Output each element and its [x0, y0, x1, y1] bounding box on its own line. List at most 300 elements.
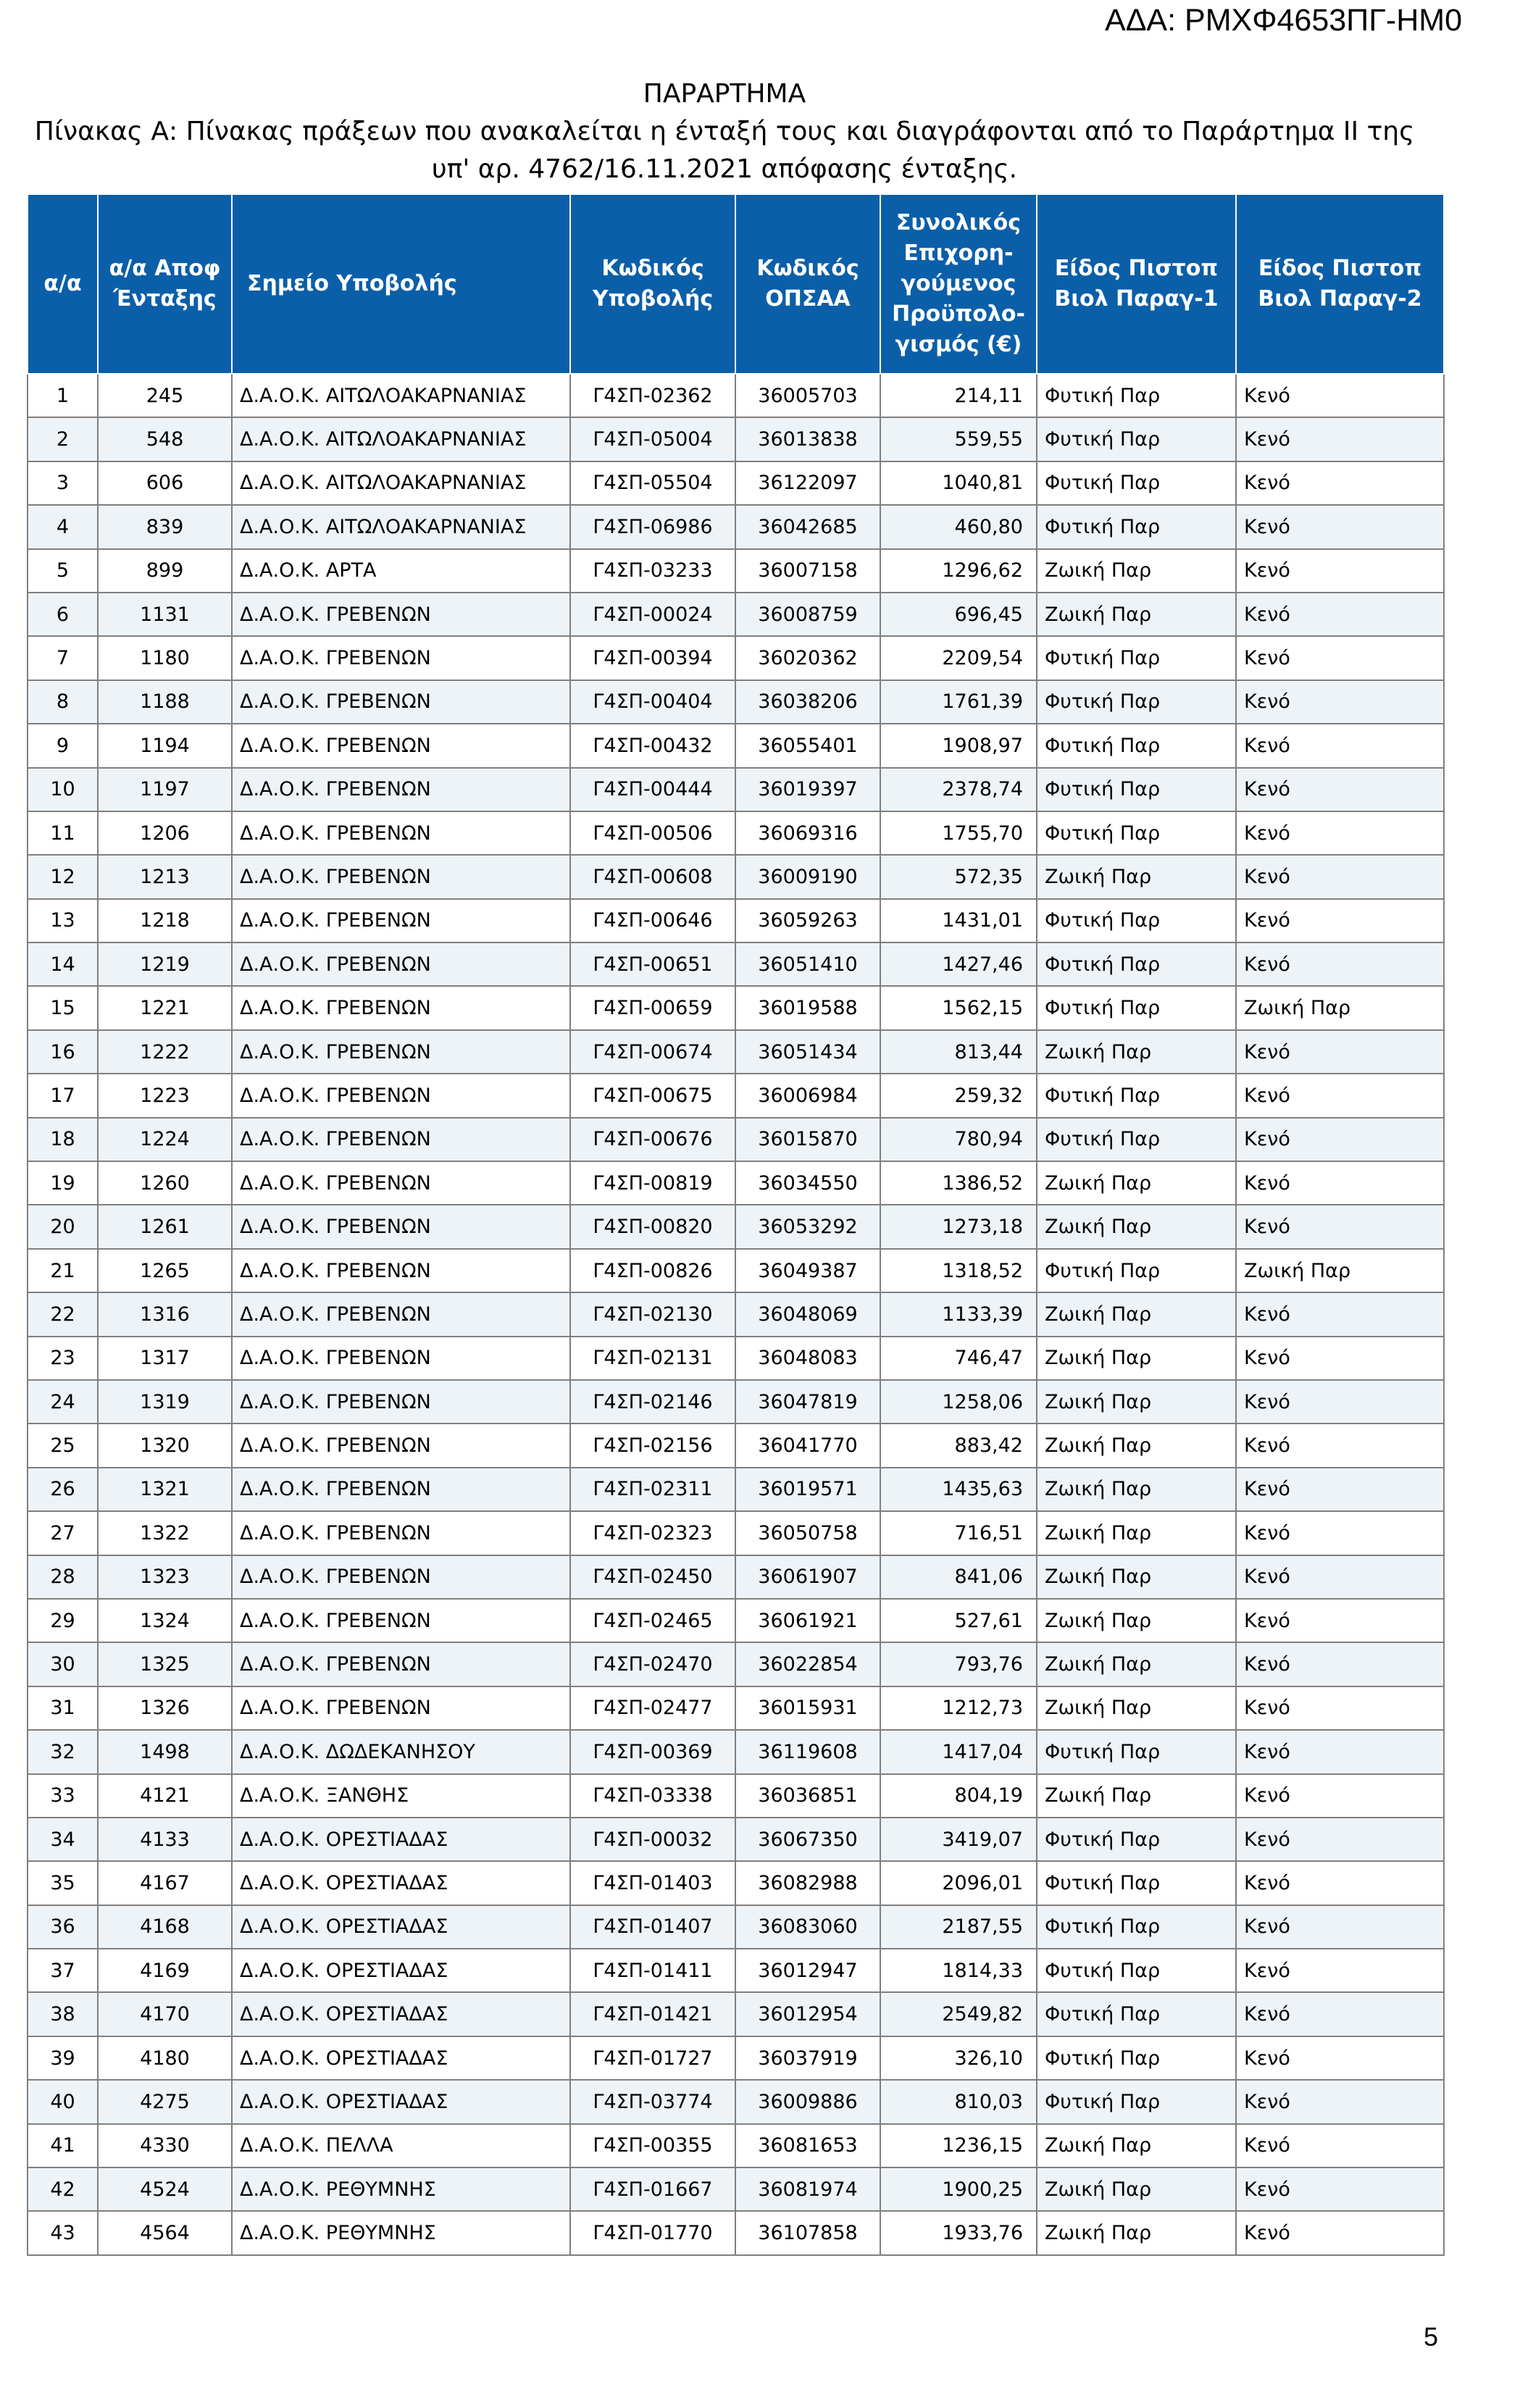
- cell-opsaa-code: 36034550: [735, 1161, 880, 1205]
- cell-cert-type-1: Ζωική Παρ: [1037, 1161, 1236, 1205]
- cell-cert-type-2: Κενό: [1236, 1992, 1444, 2036]
- cell-aa: 21: [28, 1249, 98, 1292]
- cell-decision-aa: 1265: [98, 1249, 232, 1292]
- cell-submission-point: Δ.Α.Ο.Κ. ΓΡΕΒΕΝΩΝ: [232, 636, 570, 680]
- table-row: [28, 680, 1444, 724]
- cell-opsaa-code: 36041770: [735, 1424, 880, 1467]
- cell-submission-code: Γ4ΣΠ-00820: [570, 1205, 735, 1248]
- cell-budget: 326,10: [880, 2036, 1037, 2080]
- cell-aa: 33: [28, 1774, 98, 1818]
- table-row: [28, 855, 1444, 898]
- cell-cert-type-1: Ζωική Παρ: [1037, 1337, 1236, 1380]
- cell-decision-aa: 1324: [98, 1599, 232, 1642]
- cell-opsaa-code: 36048083: [735, 1337, 880, 1380]
- table-row: [28, 1861, 1444, 1905]
- cell-cert-type-2: Κενό: [1236, 1468, 1444, 1511]
- table-row: [28, 986, 1444, 1029]
- table-row: [28, 1686, 1444, 1730]
- cell-budget: 1761,39: [880, 680, 1037, 724]
- cell-submission-code: Γ4ΣΠ-00819: [570, 1161, 735, 1205]
- table-row: [28, 1205, 1444, 1248]
- cell-budget: 2209,54: [880, 636, 1037, 680]
- cell-cert-type-1: Φυτική Παρ: [1037, 2080, 1236, 2123]
- cell-aa: 28: [28, 1555, 98, 1599]
- cell-submission-code: Γ4ΣΠ-00432: [570, 724, 735, 767]
- cell-opsaa-code: 36015870: [735, 1118, 880, 1161]
- cell-aa: 35: [28, 1861, 98, 1905]
- cell-aa: 18: [28, 1118, 98, 1161]
- cell-submission-point: Δ.Α.Ο.Κ. ΓΡΕΒΕΝΩΝ: [232, 1337, 570, 1380]
- cell-aa: 17: [28, 1074, 98, 1117]
- cell-cert-type-2: Κενό: [1236, 1599, 1444, 1642]
- cell-cert-type-1: Φυτική Παρ: [1037, 680, 1236, 724]
- header-aa: α/α: [28, 194, 98, 374]
- cell-aa: 31: [28, 1686, 98, 1730]
- cell-submission-point: Δ.Α.Ο.Κ. ΓΡΕΒΕΝΩΝ: [232, 855, 570, 898]
- cell-aa: 4: [28, 505, 98, 548]
- cell-aa: 8: [28, 680, 98, 724]
- table-row: [28, 768, 1444, 811]
- cell-aa: 22: [28, 1292, 98, 1336]
- table-row: [28, 899, 1444, 942]
- revoked-actions-table: [27, 193, 1445, 2256]
- table-row: [28, 549, 1444, 593]
- cell-submission-code: Γ4ΣΠ-02477: [570, 1686, 735, 1730]
- table-row: [28, 1818, 1444, 1861]
- cell-cert-type-1: Φυτική Παρ: [1037, 374, 1236, 417]
- cell-cert-type-2: Κενό: [1236, 417, 1444, 461]
- cell-submission-point: Δ.Α.Ο.Κ. ΓΡΕΒΕΝΩΝ: [232, 1074, 570, 1117]
- cell-budget: 1435,63: [880, 1468, 1037, 1511]
- cell-aa: 7: [28, 636, 98, 680]
- cell-aa: 11: [28, 811, 98, 855]
- cell-submission-point: Δ.Α.Ο.Κ. ΓΡΕΒΕΝΩΝ: [232, 942, 570, 986]
- cell-cert-type-2: Κενό: [1236, 1555, 1444, 1599]
- header-decision-aa: α/α Αποφ Ένταξης: [98, 194, 232, 374]
- table-row: [28, 1030, 1444, 1074]
- cell-submission-code: Γ4ΣΠ-02470: [570, 1642, 735, 1686]
- table-row: [28, 1074, 1444, 1117]
- table-row: [28, 505, 1444, 548]
- cell-submission-code: Γ4ΣΠ-00032: [570, 1818, 735, 1861]
- table-row: [28, 1161, 1444, 1205]
- cell-submission-code: Γ4ΣΠ-00826: [570, 1249, 735, 1292]
- cell-decision-aa: 1197: [98, 768, 232, 811]
- cell-opsaa-code: 36037919: [735, 2036, 880, 2080]
- cell-submission-point: Δ.Α.Ο.Κ. ΓΡΕΒΕΝΩΝ: [232, 986, 570, 1029]
- table-caption: Πίνακας Α: Πίνακας πράξεων που ανακαλείται η ένταξή τους και διαγράφονται από το Παράρτημα ΙΙ της: [34, 117, 1415, 146]
- cell-decision-aa: 606: [98, 461, 232, 505]
- cell-decision-aa: 1323: [98, 1555, 232, 1599]
- cell-submission-point: Δ.Α.Ο.Κ. ΓΡΕΒΕΝΩΝ: [232, 1468, 570, 1511]
- cell-budget: 813,44: [880, 1030, 1037, 1074]
- cell-submission-point: Δ.Α.Ο.Κ. ΟΡΕΣΤΙΑΔΑΣ: [232, 1905, 570, 1949]
- cell-submission-point: Δ.Α.Ο.Κ. ΟΡΕΣΤΙΑΔΑΣ: [232, 2080, 570, 2123]
- cell-opsaa-code: 36059263: [735, 899, 880, 942]
- cell-aa: 27: [28, 1511, 98, 1555]
- cell-submission-point: Δ.Α.Ο.Κ. ΓΡΕΒΕΝΩΝ: [232, 1205, 570, 1248]
- cell-budget: 1431,01: [880, 899, 1037, 942]
- table-row: [28, 1949, 1444, 1992]
- cell-submission-point: Δ.Α.Ο.Κ. ΑΙΤΩΛΟΑΚΑΡΝΑΝΙΑΣ: [232, 417, 570, 461]
- cell-submission-point: Δ.Α.Ο.Κ. ΓΡΕΒΕΝΩΝ: [232, 1380, 570, 1424]
- table-row: [28, 1774, 1444, 1818]
- cell-submission-point: Δ.Α.Ο.Κ. ΓΡΕΒΕΝΩΝ: [232, 1511, 570, 1555]
- cell-budget: 1908,97: [880, 724, 1037, 767]
- cell-submission-code: Γ4ΣΠ-00355: [570, 2124, 735, 2167]
- cell-submission-point: Δ.Α.Ο.Κ. ΠΕΛΛΑ: [232, 2124, 570, 2167]
- cell-cert-type-1: Ζωική Παρ: [1037, 1686, 1236, 1730]
- cell-submission-code: Γ4ΣΠ-00404: [570, 680, 735, 724]
- cell-opsaa-code: 36049387: [735, 1249, 880, 1292]
- cell-opsaa-code: 36048069: [735, 1292, 880, 1336]
- cell-submission-code: Γ4ΣΠ-01411: [570, 1949, 735, 1992]
- cell-opsaa-code: 36067350: [735, 1818, 880, 1861]
- cell-submission-point: Δ.Α.Ο.Κ. ΞΑΝΘΗΣ: [232, 1774, 570, 1818]
- cell-decision-aa: 1325: [98, 1642, 232, 1686]
- cell-aa: 5: [28, 549, 98, 593]
- cell-budget: 696,45: [880, 593, 1037, 636]
- cell-cert-type-1: Ζωική Παρ: [1037, 855, 1236, 898]
- cell-decision-aa: 4167: [98, 1861, 232, 1905]
- cell-opsaa-code: 36007158: [735, 549, 880, 593]
- cell-submission-code: Γ4ΣΠ-00675: [570, 1074, 735, 1117]
- cell-opsaa-code: 36047819: [735, 1380, 880, 1424]
- cell-submission-code: Γ4ΣΠ-01770: [570, 2211, 735, 2254]
- cell-submission-point: Δ.Α.Ο.Κ. ΓΡΕΒΕΝΩΝ: [232, 1424, 570, 1467]
- cell-submission-point: Δ.Α.Ο.Κ. ΓΡΕΒΕΝΩΝ: [232, 1599, 570, 1642]
- cell-aa: 14: [28, 942, 98, 986]
- cell-cert-type-1: Φυτική Παρ: [1037, 1118, 1236, 1161]
- cell-submission-code: Γ4ΣΠ-00506: [570, 811, 735, 855]
- table-row: [28, 1511, 1444, 1555]
- cell-submission-code: Γ4ΣΠ-01421: [570, 1992, 735, 2036]
- cell-cert-type-1: Φυτική Παρ: [1037, 811, 1236, 855]
- cell-aa: 15: [28, 986, 98, 1029]
- cell-opsaa-code: 36051410: [735, 942, 880, 986]
- cell-aa: 19: [28, 1161, 98, 1205]
- cell-cert-type-1: Ζωική Παρ: [1037, 2124, 1236, 2167]
- cell-cert-type-1: Φυτική Παρ: [1037, 1905, 1236, 1949]
- cell-submission-code: Γ4ΣΠ-02362: [570, 374, 735, 417]
- cell-submission-point: Δ.Α.Ο.Κ. ΡΕΘΥΜΝΗΣ: [232, 2167, 570, 2211]
- cell-budget: 746,47: [880, 1337, 1037, 1380]
- table-row: [28, 1118, 1444, 1161]
- cell-decision-aa: 4180: [98, 2036, 232, 2080]
- cell-opsaa-code: 36009886: [735, 2080, 880, 2123]
- table-row: [28, 1292, 1444, 1336]
- cell-cert-type-1: Ζωική Παρ: [1037, 1468, 1236, 1511]
- cell-budget: 1236,15: [880, 2124, 1037, 2167]
- cell-budget: 1933,76: [880, 2211, 1037, 2254]
- cell-cert-type-1: Φυτική Παρ: [1037, 1730, 1236, 1773]
- cell-decision-aa: 4564: [98, 2211, 232, 2254]
- cell-decision-aa: 4330: [98, 2124, 232, 2167]
- cell-aa: 32: [28, 1730, 98, 1773]
- cell-decision-aa: 1222: [98, 1030, 232, 1074]
- cell-submission-point: Δ.Α.Ο.Κ. ΟΡΕΣΤΙΑΔΑΣ: [232, 1992, 570, 2036]
- cell-cert-type-2: Κενό: [1236, 1074, 1444, 1117]
- cell-submission-code: Γ4ΣΠ-00394: [570, 636, 735, 680]
- cell-aa: 2: [28, 417, 98, 461]
- cell-cert-type-2: Κενό: [1236, 1337, 1444, 1380]
- cell-cert-type-2: Κενό: [1236, 1861, 1444, 1905]
- cell-submission-point: Δ.Α.Ο.Κ. ΑΙΤΩΛΟΑΚΑΡΝΑΝΙΑΣ: [232, 374, 570, 417]
- cell-decision-aa: 1322: [98, 1511, 232, 1555]
- cell-budget: 841,06: [880, 1555, 1037, 1599]
- cell-submission-point: Δ.Α.Ο.Κ. ΓΡΕΒΕΝΩΝ: [232, 593, 570, 636]
- cell-submission-code: Γ4ΣΠ-05504: [570, 461, 735, 505]
- cell-cert-type-1: Φυτική Παρ: [1037, 1074, 1236, 1117]
- cell-cert-type-2: Κενό: [1236, 1380, 1444, 1424]
- cell-budget: 572,35: [880, 855, 1037, 898]
- cell-submission-code: Γ4ΣΠ-00369: [570, 1730, 735, 1773]
- cell-submission-point: Δ.Α.Ο.Κ. ΓΡΕΒΕΝΩΝ: [232, 1686, 570, 1730]
- cell-opsaa-code: 36055401: [735, 724, 880, 767]
- cell-opsaa-code: 36082988: [735, 1861, 880, 1905]
- cell-submission-point: Δ.Α.Ο.Κ. ΓΡΕΒΕΝΩΝ: [232, 1249, 570, 1292]
- cell-submission-point: Δ.Α.Ο.Κ. ΟΡΕΣΤΙΑΔΑΣ: [232, 1861, 570, 1905]
- cell-decision-aa: 4275: [98, 2080, 232, 2123]
- cell-budget: 2378,74: [880, 768, 1037, 811]
- cell-opsaa-code: 36119608: [735, 1730, 880, 1773]
- cell-decision-aa: 1260: [98, 1161, 232, 1205]
- cell-cert-type-2: Κενό: [1236, 636, 1444, 680]
- cell-aa: 1: [28, 374, 98, 417]
- cell-submission-point: Δ.Α.Ο.Κ. ΟΡΕΣΤΙΑΔΑΣ: [232, 1949, 570, 1992]
- cell-submission-code: Γ4ΣΠ-00444: [570, 768, 735, 811]
- cell-decision-aa: 4169: [98, 1949, 232, 1992]
- cell-aa: 13: [28, 899, 98, 942]
- cell-cert-type-2: Κενό: [1236, 1774, 1444, 1818]
- title-block: [0, 75, 1449, 188]
- cell-opsaa-code: 36013838: [735, 417, 880, 461]
- cell-budget: 1814,33: [880, 1949, 1037, 1992]
- cell-aa: 36: [28, 1905, 98, 1949]
- cell-opsaa-code: 36012947: [735, 1949, 880, 1992]
- cell-submission-code: Γ4ΣΠ-00024: [570, 593, 735, 636]
- cell-cert-type-2: Κενό: [1236, 1642, 1444, 1686]
- cell-opsaa-code: 36083060: [735, 1905, 880, 1949]
- header-opsaa-code: Κωδικός ΟΠΣΑΑ: [735, 194, 880, 374]
- cell-budget: 259,32: [880, 1074, 1037, 1117]
- cell-cert-type-2: Κενό: [1236, 1686, 1444, 1730]
- cell-budget: 1755,70: [880, 811, 1037, 855]
- cell-submission-point: Δ.Α.Ο.Κ. ΓΡΕΒΕΝΩΝ: [232, 1292, 570, 1336]
- table-row: [28, 1599, 1444, 1642]
- cell-budget: 1318,52: [880, 1249, 1037, 1292]
- cell-submission-code: Γ4ΣΠ-02450: [570, 1555, 735, 1599]
- header-submission-point: Σημείο Υποβολής: [232, 194, 570, 374]
- cell-budget: 1133,39: [880, 1292, 1037, 1336]
- cell-opsaa-code: 36019397: [735, 768, 880, 811]
- cell-budget: 1296,62: [880, 549, 1037, 593]
- table-caption-continued: υπ' αρ. 4762/16.11.2021 απόφασης ένταξης.: [431, 154, 1018, 184]
- cell-submission-code: Γ4ΣΠ-03338: [570, 1774, 735, 1818]
- cell-decision-aa: 1218: [98, 899, 232, 942]
- cell-opsaa-code: 36053292: [735, 1205, 880, 1248]
- cell-cert-type-1: Ζωική Παρ: [1037, 1642, 1236, 1686]
- cell-submission-code: Γ4ΣΠ-00676: [570, 1118, 735, 1161]
- cell-submission-code: Γ4ΣΠ-02156: [570, 1424, 735, 1467]
- cell-opsaa-code: 36081653: [735, 2124, 880, 2167]
- cell-budget: 527,61: [880, 1599, 1037, 1642]
- cell-aa: 30: [28, 1642, 98, 1686]
- cell-aa: 26: [28, 1468, 98, 1511]
- cell-aa: 10: [28, 768, 98, 811]
- cell-aa: 20: [28, 1205, 98, 1248]
- cell-submission-point: Δ.Α.Ο.Κ. ΓΡΕΒΕΝΩΝ: [232, 1118, 570, 1161]
- cell-cert-type-1: Ζωική Παρ: [1037, 2211, 1236, 2254]
- cell-aa: 23: [28, 1337, 98, 1380]
- cell-submission-code: Γ4ΣΠ-00646: [570, 899, 735, 942]
- cell-decision-aa: 1224: [98, 1118, 232, 1161]
- cell-submission-point: Δ.Α.Ο.Κ. ΓΡΕΒΕΝΩΝ: [232, 724, 570, 767]
- cell-submission-code: Γ4ΣΠ-00651: [570, 942, 735, 986]
- cell-submission-code: Γ4ΣΠ-02323: [570, 1511, 735, 1555]
- cell-cert-type-2: Κενό: [1236, 461, 1444, 505]
- cell-cert-type-2: Κενό: [1236, 1118, 1444, 1161]
- cell-cert-type-2: Κενό: [1236, 680, 1444, 724]
- cell-opsaa-code: 36122097: [735, 461, 880, 505]
- cell-submission-code: Γ4ΣΠ-00674: [570, 1030, 735, 1074]
- cell-submission-point: Δ.Α.Ο.Κ. ΓΡΕΒΕΝΩΝ: [232, 811, 570, 855]
- cell-opsaa-code: 36008759: [735, 593, 880, 636]
- cell-opsaa-code: 36019588: [735, 986, 880, 1029]
- cell-budget: 1562,15: [880, 986, 1037, 1029]
- cell-cert-type-1: Ζωική Παρ: [1037, 2167, 1236, 2211]
- cell-opsaa-code: 36042685: [735, 505, 880, 548]
- cell-submission-point: Δ.Α.Ο.Κ. ΓΡΕΒΕΝΩΝ: [232, 768, 570, 811]
- cell-cert-type-2: Κενό: [1236, 1511, 1444, 1555]
- cell-submission-code: Γ4ΣΠ-01667: [570, 2167, 735, 2211]
- table-row: [28, 1905, 1444, 1949]
- cell-cert-type-2: Κενό: [1236, 899, 1444, 942]
- cell-cert-type-1: Φυτική Παρ: [1037, 1992, 1236, 2036]
- cell-decision-aa: 1320: [98, 1424, 232, 1467]
- cell-cert-type-1: Ζωική Παρ: [1037, 1380, 1236, 1424]
- cell-cert-type-2: Κενό: [1236, 2036, 1444, 2080]
- table-row: [28, 417, 1444, 461]
- cell-cert-type-1: Φυτική Παρ: [1037, 417, 1236, 461]
- cell-budget: 2549,82: [880, 1992, 1037, 2036]
- cell-budget: 780,94: [880, 1118, 1037, 1161]
- table-row: [28, 593, 1444, 636]
- cell-decision-aa: 1221: [98, 986, 232, 1029]
- cell-decision-aa: 1498: [98, 1730, 232, 1773]
- table-row: [28, 724, 1444, 767]
- cell-submission-point: Δ.Α.Ο.Κ. ΓΡΕΒΕΝΩΝ: [232, 1555, 570, 1599]
- cell-cert-type-1: Ζωική Παρ: [1037, 1774, 1236, 1818]
- cell-decision-aa: 1316: [98, 1292, 232, 1336]
- cell-aa: 6: [28, 593, 98, 636]
- cell-budget: 1212,73: [880, 1686, 1037, 1730]
- cell-opsaa-code: 36061921: [735, 1599, 880, 1642]
- table-row: [28, 942, 1444, 986]
- cell-budget: 214,11: [880, 374, 1037, 417]
- cell-cert-type-2: Κενό: [1236, 1205, 1444, 1248]
- cell-submission-code: Γ4ΣΠ-00608: [570, 855, 735, 898]
- cell-budget: 1273,18: [880, 1205, 1037, 1248]
- cell-cert-type-2: Κενό: [1236, 1730, 1444, 1773]
- cell-submission-code: Γ4ΣΠ-02131: [570, 1337, 735, 1380]
- cell-decision-aa: 1317: [98, 1337, 232, 1380]
- cell-submission-point: Δ.Α.Ο.Κ. ΑΡΤΑ: [232, 549, 570, 593]
- cell-cert-type-2: Κενό: [1236, 724, 1444, 767]
- cell-opsaa-code: 36038206: [735, 680, 880, 724]
- cell-cert-type-2: Κενό: [1236, 505, 1444, 548]
- cell-opsaa-code: 36022854: [735, 1642, 880, 1686]
- cell-decision-aa: 1219: [98, 942, 232, 986]
- cell-budget: 3419,07: [880, 1818, 1037, 1861]
- cell-submission-code: Γ4ΣΠ-01407: [570, 1905, 735, 1949]
- cell-cert-type-1: Ζωική Παρ: [1037, 1205, 1236, 1248]
- cell-aa: 9: [28, 724, 98, 767]
- table-row: [28, 2211, 1444, 2254]
- cell-budget: 1417,04: [880, 1730, 1037, 1773]
- cell-cert-type-2: Κενό: [1236, 1905, 1444, 1949]
- table-row: [28, 636, 1444, 680]
- table-row: [28, 461, 1444, 505]
- cell-cert-type-1: Φυτική Παρ: [1037, 942, 1236, 986]
- cell-opsaa-code: 36019571: [735, 1468, 880, 1511]
- table-header-row: [28, 194, 1444, 374]
- cell-decision-aa: 4168: [98, 1905, 232, 1949]
- cell-cert-type-2: Κενό: [1236, 768, 1444, 811]
- cell-cert-type-1: Φυτική Παρ: [1037, 461, 1236, 505]
- cell-aa: 42: [28, 2167, 98, 2211]
- cell-cert-type-2: Κενό: [1236, 1292, 1444, 1336]
- cell-budget: 460,80: [880, 505, 1037, 548]
- cell-decision-aa: 4524: [98, 2167, 232, 2211]
- cell-opsaa-code: 36050758: [735, 1511, 880, 1555]
- cell-submission-code: Γ4ΣΠ-03774: [570, 2080, 735, 2123]
- cell-aa: 3: [28, 461, 98, 505]
- cell-cert-type-1: Ζωική Παρ: [1037, 1030, 1236, 1074]
- header-cert-type-1: Είδος Πιστοπ Βιολ Παραγ-1: [1037, 194, 1236, 374]
- cell-cert-type-1: Ζωική Παρ: [1037, 1599, 1236, 1642]
- table-row: [28, 2167, 1444, 2211]
- cell-decision-aa: 548: [98, 417, 232, 461]
- header-budget: Συνολικός Επιχορη-γούμενος Προϋπολο-γισμός (€): [880, 194, 1037, 374]
- cell-submission-point: Δ.Α.Ο.Κ. ΔΩΔΕΚΑΝΗΣΟΥ: [232, 1730, 570, 1773]
- cell-opsaa-code: 36081974: [735, 2167, 880, 2211]
- cell-cert-type-2: Ζωική Παρ: [1236, 986, 1444, 1029]
- cell-cert-type-1: Φυτική Παρ: [1037, 724, 1236, 767]
- cell-cert-type-2: Κενό: [1236, 1424, 1444, 1467]
- cell-cert-type-1: Φυτική Παρ: [1037, 1818, 1236, 1861]
- cell-aa: 41: [28, 2124, 98, 2167]
- cell-cert-type-1: Ζωική Παρ: [1037, 1555, 1236, 1599]
- cell-cert-type-1: Φυτική Παρ: [1037, 1949, 1236, 1992]
- cell-opsaa-code: 36006984: [735, 1074, 880, 1117]
- cell-cert-type-1: Φυτική Παρ: [1037, 1249, 1236, 1292]
- cell-aa: 24: [28, 1380, 98, 1424]
- table-row: [28, 1555, 1444, 1599]
- table-row: [28, 2124, 1444, 2167]
- cell-submission-code: Γ4ΣΠ-02311: [570, 1468, 735, 1511]
- cell-submission-point: Δ.Α.Ο.Κ. ΓΡΕΒΕΝΩΝ: [232, 899, 570, 942]
- cell-cert-type-2: Κενό: [1236, 1818, 1444, 1861]
- cell-opsaa-code: 36051434: [735, 1030, 880, 1074]
- cell-cert-type-2: Κενό: [1236, 942, 1444, 986]
- table-row: [28, 1249, 1444, 1292]
- cell-cert-type-1: Φυτική Παρ: [1037, 636, 1236, 680]
- cell-aa: 39: [28, 2036, 98, 2080]
- cell-budget: 1427,46: [880, 942, 1037, 986]
- cell-cert-type-2: Ζωική Παρ: [1236, 1249, 1444, 1292]
- cell-submission-code: Γ4ΣΠ-01403: [570, 1861, 735, 1905]
